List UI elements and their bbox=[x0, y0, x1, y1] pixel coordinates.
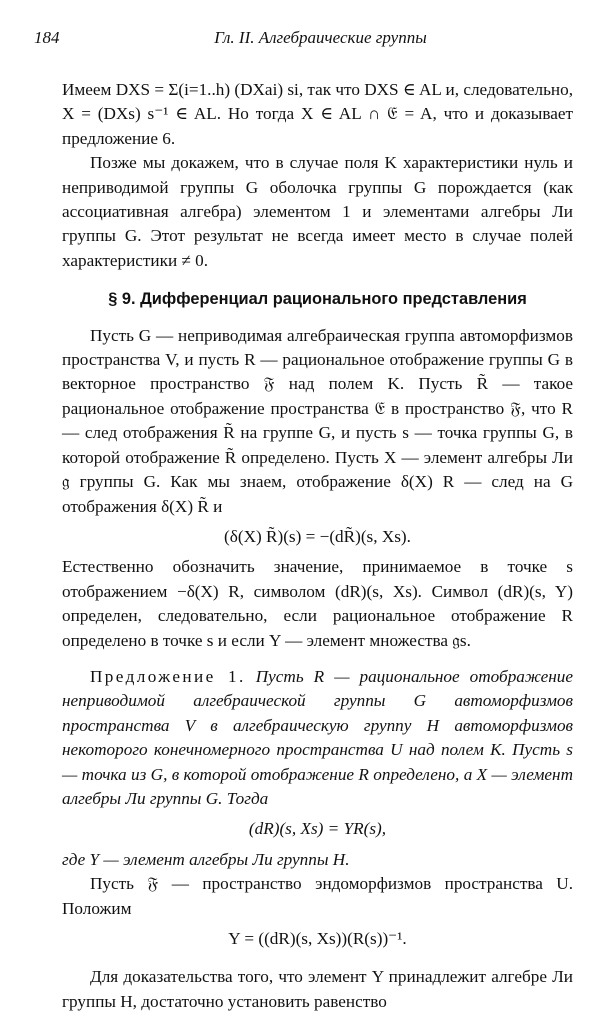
proposition-text: Пусть R — рациональное отображение неприводимой алгебраической группы G автоморфизмов пространства V в алгебраическую группу H автоморфизмов некоторого конечномерного пространства U над полем K. Пусть s — точка из G, в которой отображение R определено, а X — элемент алгебры Ли группы G. Тогда bbox=[62, 666, 574, 808]
formula-y: Y = ((dR)(s, Xs))(R(s))⁻¹. bbox=[228, 929, 407, 948]
running-head: Гл. II. Алгебраические группы bbox=[214, 28, 427, 47]
paragraph-definition: Естественно обозначить значение, принимаемое в точке s отображением −δ(X) R, символом (dR)(s, Xs). Символ (dR)(s, Y) определен, следовательно, если рациональное отображение R определено в точке s и если Y — элемент множества 𝔤s. bbox=[62, 557, 573, 650]
formula-dr: (dR)(s, Xs) = YR(s), bbox=[248, 819, 387, 839]
paragraph-remark: Позже мы докажем, что в случае поля K характеристики нуль и неприводимой группы G оболочка группы G порождается (как ассоциативная алгебра) элементом 1 и элементами алгебры Ли группы G. Этот результат не всегда имеет место в случае полей характеристики ≠ 0. bbox=[62, 153, 573, 270]
page-number: 184 bbox=[34, 28, 60, 47]
paragraph-setup: Пусть G — неприводимая алгебраическая группа автоморфизмов пространства V, и пусть R — рациональное отображение группы G в векторное пространство 𝔉 над полем K. Пусть R̃ — такое рациональное отображение пространства 𝔈 в пространство 𝔉, что R — след отображения R̃ на группе G, и пусть s — точка группы G, в которой отображение R̃ определено. Пусть X — элемент алгебры Ли 𝔤 группы G. Как мы знаем, отображение δ(X) R — след на G отображения δ(X) R̃ и bbox=[62, 325, 573, 516]
section-title: § 9. Дифференциал рационального представления bbox=[108, 290, 527, 309]
paragraph-proof-continue: Для доказательства того, что элемент Y принадлежит алгебре Ли группы H, достаточно установить равенство bbox=[62, 967, 573, 1011]
formula-delta: (δ(X) R̃)(s) = −(dR̃)(s, Xs). bbox=[224, 526, 411, 546]
proposition-end: где Y — элемент алгебры Ли группы H. bbox=[62, 849, 350, 869]
paragraph-proof-start: Пусть 𝔉 — пространство эндоморфизмов пространства U. Положим bbox=[62, 874, 573, 918]
proposition-label: Предложение 1. bbox=[90, 666, 246, 686]
page-body bbox=[62, 78, 573, 1014]
page-header bbox=[34, 28, 567, 52]
proposition-1 bbox=[62, 665, 573, 811]
paragraph-proof-end: Имеем DXS = Σ(i=1..h) (DXai) si, так что DXS ∈ AL и, следовательно, X = (DXs) s⁻¹ ∈ AL. Но тогда X ∈ AL ∩ 𝔈 = A, что и доказывает предложение 6. bbox=[62, 80, 574, 148]
